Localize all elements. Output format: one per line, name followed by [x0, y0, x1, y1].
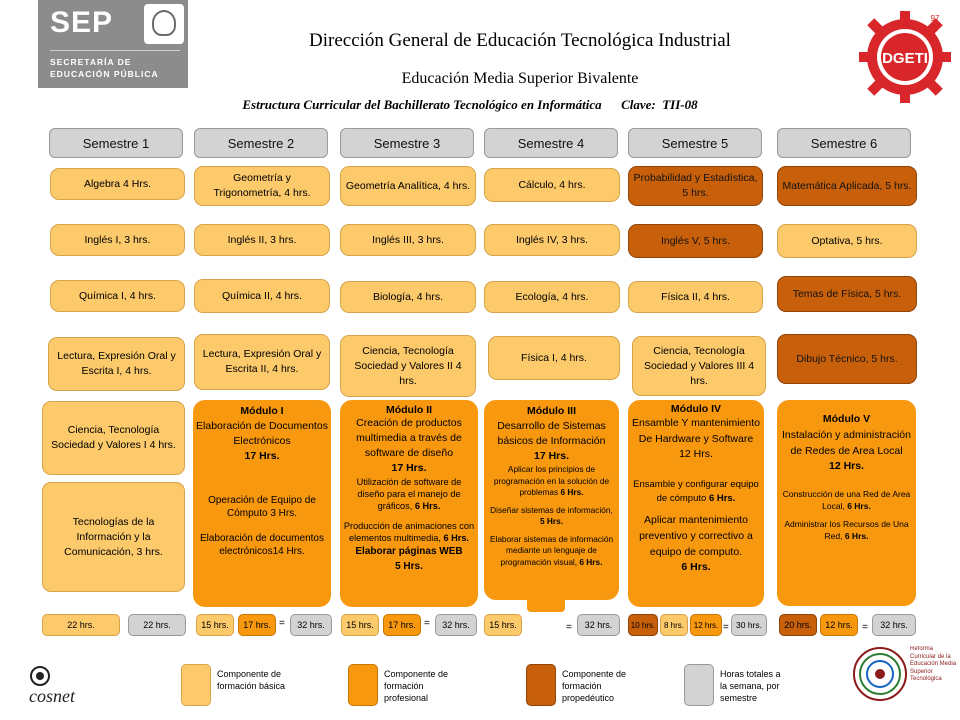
- total-s3-basic: 15 hrs.: [341, 614, 379, 636]
- total-s1-basic: 22 hrs.: [42, 614, 120, 636]
- subject-temas-de-fisica: Temas de Física, 5 hrs.: [777, 276, 917, 312]
- semester-5-header: Semestre 5: [628, 128, 762, 158]
- module-5: [777, 400, 916, 606]
- total-s6-prope: 20 hrs.: [779, 614, 817, 636]
- legend-label-horas: Horas totales a la semana, por semestre: [720, 669, 781, 703]
- subject-ecologia: Ecología, 4 hrs.: [484, 281, 620, 313]
- total-s4-basic: 15 hrs.: [484, 614, 522, 636]
- total-s4-equals: =: [566, 622, 572, 633]
- total-s6-prof: 12 hrs.: [820, 614, 858, 636]
- subject-lectura-2: Lectura, Expresión Oral y Escrita II, 4 hrs.: [194, 334, 330, 390]
- total-s2-sum: 32 hrs.: [290, 614, 332, 636]
- subject-ingles-3: Inglés III, 3 hrs.: [340, 224, 476, 256]
- module-2-sub-2-hours: 6 Hrs.: [443, 533, 469, 543]
- reforma-curricular-text: Reforma Curricular de la Educación Media Superior Tecnológica: [910, 646, 957, 682]
- subject-matematica-aplicada: Matemática Aplicada, 5 hrs.: [777, 166, 917, 206]
- subject-quimica-2: Química II, 4 hrs.: [194, 279, 330, 313]
- total-s6-equals: =: [862, 622, 868, 633]
- module-5-sub-1-hours: 6 Hrs.: [847, 501, 871, 511]
- subject-geometria-trigonometria: Geometría y Trigonometría, 4 hrs.: [194, 166, 330, 206]
- module-2: [340, 400, 478, 607]
- dgeti-gear-logo: [855, 5, 955, 105]
- total-s3-prof: 17 hrs.: [383, 614, 421, 636]
- module-3-name: Desarrollo de Sistemas básicos de Información: [497, 420, 606, 447]
- module-2-sub-1: Utilización de software de diseño para el manejo de gráficos,: [356, 477, 462, 511]
- total-s6-sum: 32 hrs.: [872, 614, 916, 636]
- subject-ctsv-2: Ciencia, Tecnología Sociedad y Valores II 4 hrs.: [340, 335, 476, 397]
- sep-logo-word: SEP: [50, 6, 114, 39]
- subject-algebra: Algebra 4 Hrs.: [50, 168, 185, 200]
- reforma-curricular-logo: [848, 640, 958, 712]
- legend-swatch-basica: [181, 664, 211, 706]
- module-2-sub-1-hours: 6 Hrs.: [414, 501, 441, 511]
- subject-quimica-1: Química I, 4 hrs.: [50, 280, 185, 312]
- total-s5-equals: =: [723, 622, 729, 633]
- page-subtitle: Educación Media Superior Bivalente: [401, 70, 639, 87]
- module-5-hours: 12 Hrs.: [828, 460, 865, 472]
- module-1-hours: 17 Hrs.: [244, 450, 280, 462]
- semester-2-header: Semestre 2: [194, 128, 328, 158]
- module-3-sub-1: Aplicar los principios de programación en la solución de problemas: [493, 464, 610, 497]
- subject-fisica-2: Física II, 4 hrs.: [628, 281, 763, 313]
- module-3-hours: 17 Hrs.: [533, 450, 570, 462]
- module-5-name: Instalación y administración de Redes de Area Local: [782, 429, 911, 457]
- legend-label-propedeutico: Componente de formación propedéutico: [562, 669, 627, 703]
- sep-logo: [38, 0, 188, 88]
- module-2-name: Creación de productos multimedia a través de software de diseño: [356, 417, 462, 459]
- module-5-title: Módulo V: [822, 413, 871, 425]
- module-3-sub-3-hours: 6 Hrs.: [579, 556, 603, 567]
- subject-ingles-1: Inglés I, 3 hrs.: [50, 224, 185, 256]
- module-4-name: Ensamble Y mantenimiento De Hardware y Software: [631, 417, 761, 445]
- module-3-sub-2-hours: 5 Hrs.: [539, 516, 564, 526]
- module-5-sub-2-hours: 6 Hrs.: [844, 531, 869, 541]
- subject-lectura-1: Lectura, Expresión Oral y Escrita I, 4 hrs.: [48, 337, 185, 391]
- total-s5-prope: 10 hrs.: [628, 614, 658, 636]
- dgeti-logo-text: DGETI: [882, 50, 928, 67]
- subject-dibujo-tecnico: Dibujo Técnico, 5 hrs.: [777, 334, 917, 384]
- module-3: [484, 400, 619, 600]
- subject-ctsv-1: Ciencia, Tecnología Sociedad y Valores I 4 hrs.: [42, 401, 185, 475]
- total-s5-prof: 12 hrs.: [690, 614, 722, 636]
- module-4-sub-2-hours: 6 Hrs.: [681, 561, 711, 573]
- subject-geometria-analitica: Geometría Analítica, 4 hrs.: [340, 166, 476, 206]
- legend-label-basica: Componente de formación básica: [217, 669, 286, 691]
- module-2-hours: 17 Hrs.: [391, 462, 427, 474]
- module-1: [193, 400, 331, 607]
- legend-swatch-profesional: [348, 664, 378, 706]
- subject-probabilidad: Probabilidad y Estadística, 5 hrs.: [628, 166, 763, 206]
- total-s5-sum: 30 hrs.: [731, 614, 767, 636]
- module-2-sub-3: Elaborar páginas WEB: [355, 546, 463, 557]
- module-1-sub-2: Elaboración de documentos electrónicos14 Hrs.: [200, 533, 324, 557]
- subject-calculo: Cálculo, 4 hrs.: [484, 168, 620, 202]
- subject-tic: Tecnologías de la Información y la Comunicación, 3 hrs.: [42, 482, 185, 592]
- total-s2-basic: 15 hrs.: [196, 614, 234, 636]
- module-2-sub-2: Producción de animaciones con elementos multimedia,: [343, 521, 475, 543]
- sep-logo-subtitle: SECRETARÍA DE EDUCACIÓN PÚBLICA: [50, 57, 159, 79]
- structure-title: Estructura Curricular del Bachillerato Tecnológico en Informática Clave: TII-08: [242, 97, 698, 112]
- subject-ingles-5: Inglés V, 5 hrs.: [628, 224, 763, 258]
- subject-ctsv-3: Ciencia, Tecnología Sociedad y Valores III 4 hrs.: [632, 336, 766, 396]
- legend-swatch-horas: [684, 664, 714, 706]
- mexican-eagle-icon: [144, 4, 184, 44]
- semester-3-header: Semestre 3: [340, 128, 474, 158]
- legend-swatch-propedeutico: [526, 664, 556, 706]
- module-2-title: Módulo II: [385, 404, 433, 416]
- module-5-sub-1: Construcción de una Red de Area Local,: [782, 489, 911, 511]
- subject-fisica-1: Física I, 4 hrs.: [488, 336, 620, 380]
- total-s2-prof: 17 hrs.: [238, 614, 276, 636]
- total-s4-sum: 32 hrs.: [577, 614, 620, 636]
- semester-6-header: Semestre 6: [777, 128, 911, 158]
- total-s3-equals: =: [424, 618, 430, 629]
- module-5-sub-2: Administrar los Recursos de Una Red,: [784, 519, 909, 541]
- cosnet-logo: [25, 662, 105, 712]
- module-4: [628, 400, 764, 607]
- cosnet-logo-text: cosnet: [29, 686, 75, 706]
- module-3-title: Módulo III: [527, 405, 576, 417]
- module-3-sub-2: Diseñar sistemas de información,: [490, 504, 613, 515]
- semester-4-header: Semestre 4: [484, 128, 618, 158]
- module-2-sub-3-hours: 5 Hrs.: [395, 561, 423, 572]
- page-title: Dirección General de Educación Tecnológica Industrial: [309, 30, 731, 51]
- subject-ingles-2: Inglés II, 3 hrs.: [194, 224, 330, 256]
- module-3-sub-3: Elaborar sistemas de información mediante un lenguaje de programación visual,: [489, 533, 614, 567]
- legend-label-profesional: Componente de formación profesional: [384, 669, 449, 703]
- total-s1-sum: 22 hrs.: [128, 614, 186, 636]
- subject-biologia: Biología, 4 hrs.: [340, 281, 476, 313]
- total-s2-equals: =: [279, 618, 285, 629]
- total-s3-sum: 32 hrs.: [435, 614, 477, 636]
- module-4-sub-1: Ensamble y configurar equipo de cómputo: [633, 479, 759, 504]
- module-4-hours: 12 Hrs.: [679, 448, 713, 460]
- module-1-title: Módulo I: [240, 405, 284, 417]
- module-4-sub-1-hours: 6 Hrs.: [708, 493, 736, 504]
- module-3-sub-1-hours: 6 Hrs.: [560, 487, 584, 497]
- module-1-sub-1: Operación de Equipo de Cómputo 3 Hrs.: [208, 495, 316, 519]
- module-1-name: Elaboración de Documentos Electrónicos: [196, 420, 328, 447]
- subject-optativa: Optativa, 5 hrs.: [777, 224, 917, 258]
- semester-1-header: Semestre 1: [49, 128, 183, 158]
- subject-ingles-4: Inglés IV, 3 hrs.: [484, 224, 620, 256]
- module-4-title: Módulo IV: [670, 403, 722, 415]
- total-s5-basic: 8 hrs.: [660, 614, 688, 636]
- dgeti-logo-small: 97: [930, 14, 940, 23]
- module-4-sub-2: Aplicar mantenimiento preventivo y correctivo a equipo de computo.: [639, 514, 753, 558]
